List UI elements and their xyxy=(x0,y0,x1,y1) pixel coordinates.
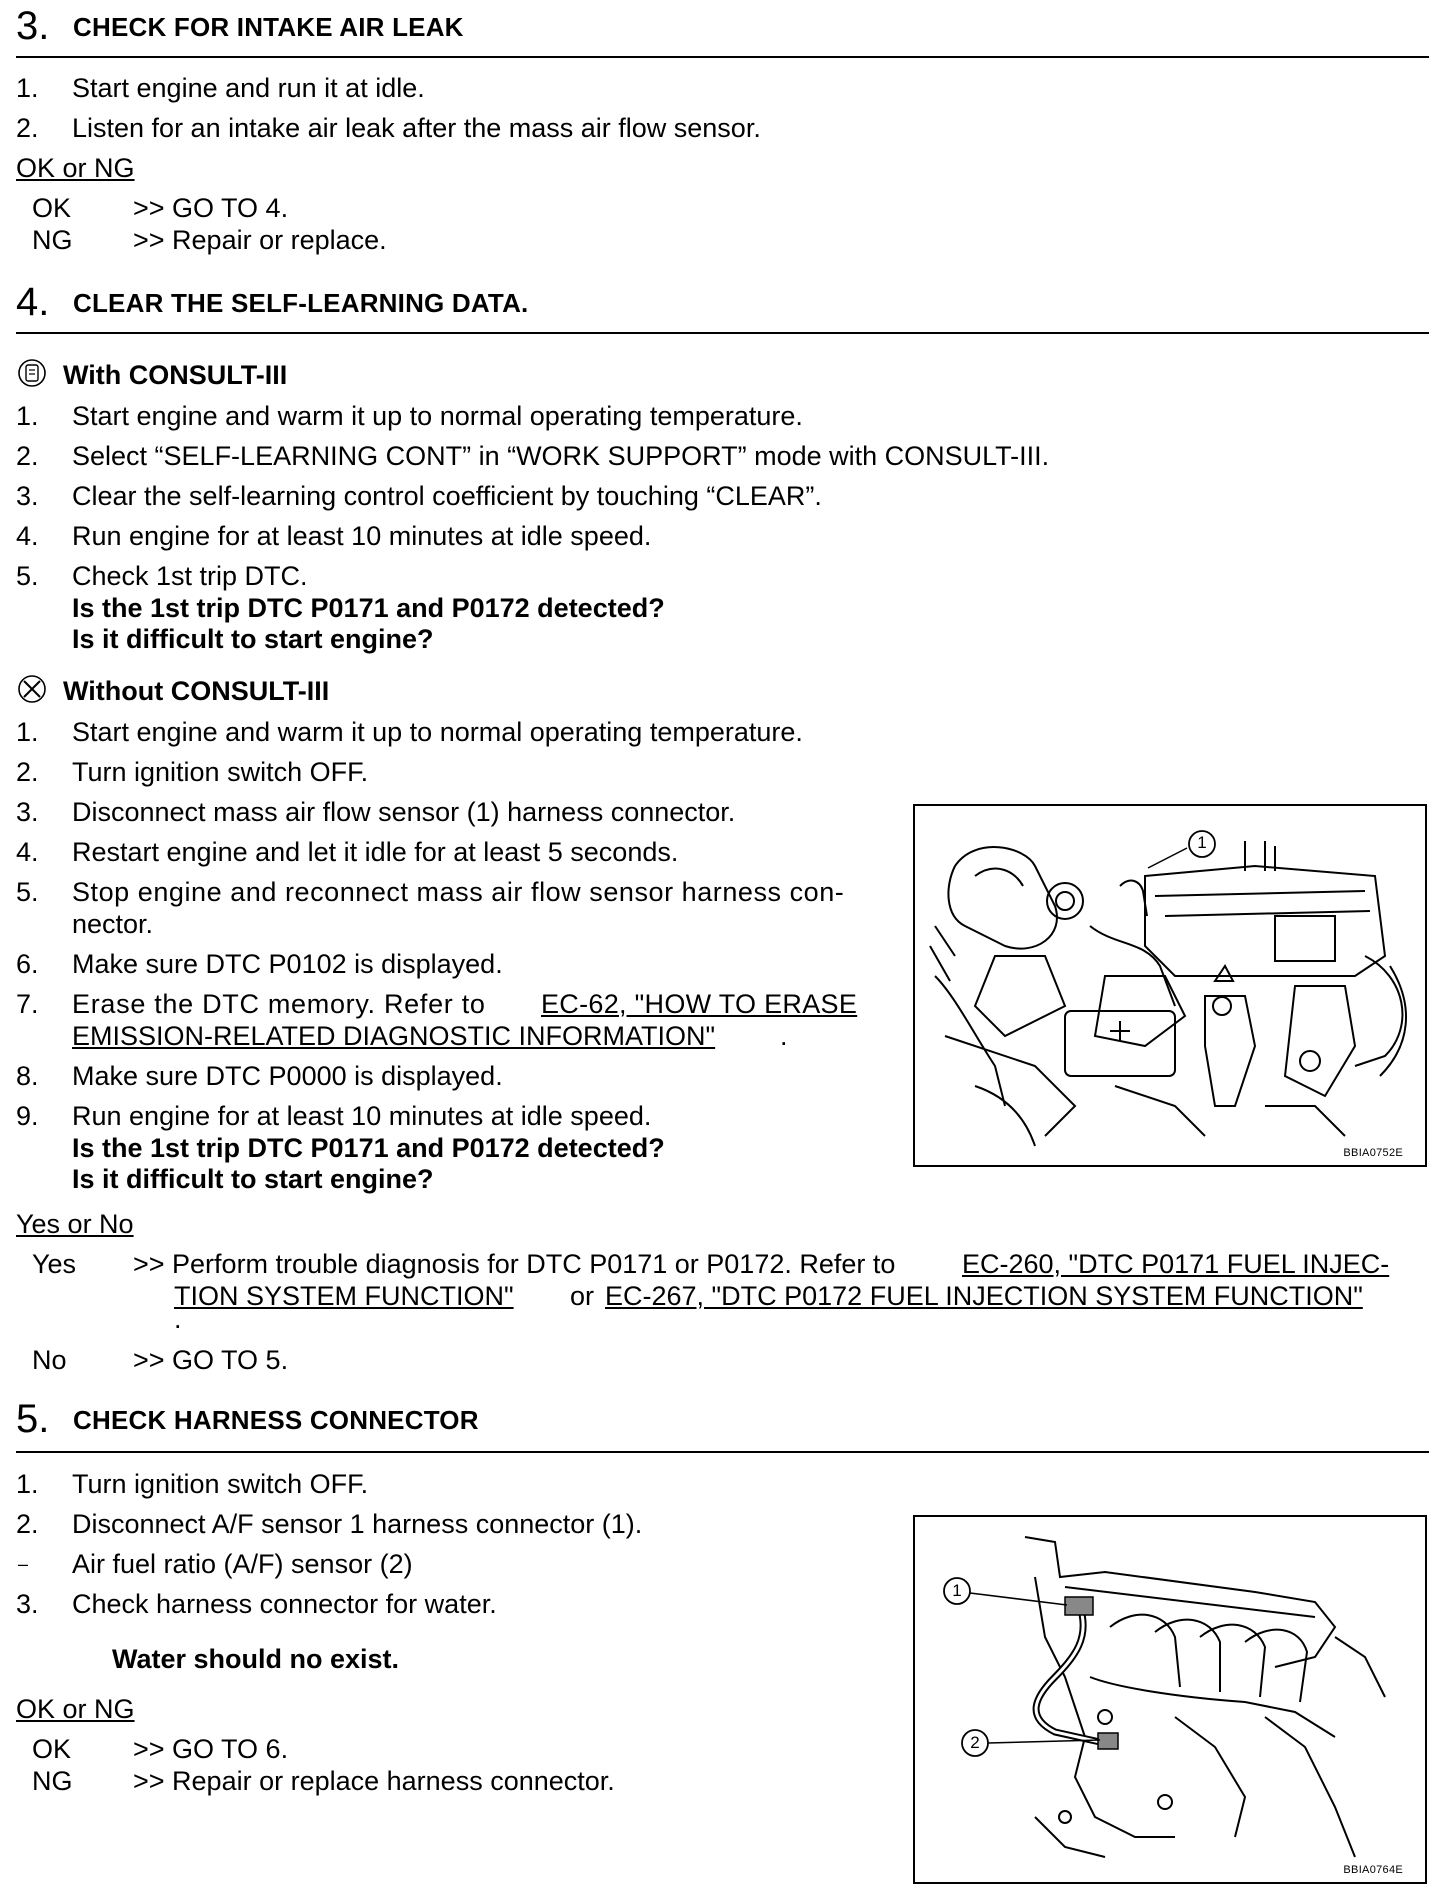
harness-connector-callout: 1 xyxy=(952,1581,962,1600)
s4-yes-or: or xyxy=(570,1281,595,1311)
mass-air-flow-sensor-callout: 1 xyxy=(1197,833,1207,852)
section-3-title: CHECK FOR INTAKE AIR LEAK xyxy=(73,12,464,42)
section-4-title: CLEAR THE SELF-LEARNING DATA. xyxy=(73,288,529,318)
section-5-rule xyxy=(16,1451,1429,1453)
ec-62-link-line-2[interactable]: EMISSION-RELATED DIAGNOSTIC INFORMATION" xyxy=(72,1021,716,1051)
s4-with-step-5-number: 5. xyxy=(16,561,39,591)
s4-without-step-1-text: Start engine and warm it up to normal operating temperature. xyxy=(72,717,803,747)
s5-step-2-text: Disconnect A/F sensor 1 harness connector (1). xyxy=(72,1509,643,1539)
section-4-rule xyxy=(16,332,1429,334)
ec-260-link-line-1[interactable]: EC-260, "DTC P0171 FUEL INJEC- xyxy=(962,1249,1390,1279)
s5-step-1-text: Turn ignition switch OFF. xyxy=(72,1469,369,1499)
s3-ng-action: >> Repair or replace. xyxy=(133,225,387,255)
s5-result-heading: OK or NG xyxy=(16,1694,135,1724)
s4-without-step-1-number: 1. xyxy=(16,717,39,747)
s3-step-1-text: Start engine and run it at idle. xyxy=(72,73,425,103)
s4-yes-end: . xyxy=(174,1304,182,1334)
s4-yes-label: Yes xyxy=(32,1249,77,1279)
s3-result-heading: OK or NG xyxy=(16,153,135,183)
s3-step-2-text: Listen for an intake air leak after the mass air flow sensor. xyxy=(72,113,761,143)
s4-with-question-2: Is it difficult to start engine? xyxy=(72,624,434,654)
s4-without-step-6-number: 6. xyxy=(16,949,39,979)
s4-with-step-1-text: Start engine and warm it up to normal operating temperature. xyxy=(72,401,803,431)
s5-step-1-number: 1. xyxy=(16,1469,39,1499)
s4-with-step-3-text: Clear the self-learning control coefficient by touching “CLEAR”. xyxy=(72,481,822,511)
with-consult-heading: With CONSULT-III xyxy=(63,360,288,390)
s4-with-step-4-text: Run engine for at least 10 minutes at idle speed. xyxy=(72,521,652,551)
s5-step-2-number: 2. xyxy=(16,1509,39,1539)
ec-260-link-line-2[interactable]: TION SYSTEM FUNCTION" xyxy=(174,1281,514,1311)
s5-specification: Water should no exist. xyxy=(112,1644,400,1674)
s3-ok-action: >> GO TO 4. xyxy=(133,193,289,223)
ec-267-link[interactable]: EC-267, "DTC P0172 FUEL INJECTION SYSTEM FUNCTION" xyxy=(605,1281,1363,1311)
s5-ok-action: >> GO TO 6. xyxy=(133,1734,289,1764)
s4-no-action: >> GO TO 5. xyxy=(133,1345,289,1375)
s4-without-question-1: Is the 1st trip DTC P0171 and P0172 detected? xyxy=(72,1133,665,1163)
s4-yes-action: >> Perform trouble diagnosis for DTC P0171 or P0172. Refer to xyxy=(133,1249,896,1279)
s5-sub-text: Air fuel ratio (A/F) sensor (2) xyxy=(72,1549,413,1579)
s4-without-step-5-number: 5. xyxy=(16,877,39,907)
s4-without-step-4-text: Restart engine and let it idle for at least 5 seconds. xyxy=(72,837,679,867)
mass-air-flow-sensor-figure xyxy=(913,804,1427,1167)
s4-with-step-3-number: 3. xyxy=(16,481,39,511)
exhaust-manifold-illustration xyxy=(915,1517,1425,1882)
consult-tester-icon xyxy=(19,360,45,386)
s4-without-step-4-number: 4. xyxy=(16,837,39,867)
s4-with-step-4-number: 4. xyxy=(16,521,39,551)
af-sensor-figure xyxy=(913,1515,1427,1884)
s5-step-3-text: Check harness connector for water. xyxy=(72,1589,497,1619)
s3-step-2-number: 2. xyxy=(16,113,39,143)
figure-code-bbia0752e: BBIA0752E xyxy=(1343,1147,1403,1159)
s4-no-label: No xyxy=(32,1345,67,1375)
no-consult-tester-icon xyxy=(19,676,45,702)
s5-sub-dash: – xyxy=(18,1554,29,1574)
section-4-number: 4. xyxy=(16,280,50,324)
without-consult-heading: Without CONSULT-III xyxy=(63,676,330,706)
s4-without-question-2: Is it difficult to start engine? xyxy=(72,1164,434,1194)
s4-without-step-9-number: 9. xyxy=(16,1101,39,1131)
section-3-number: 3. xyxy=(16,4,50,48)
s4-without-step-3-text: Disconnect mass air flow sensor (1) harness connector. xyxy=(72,797,736,827)
s4-without-step-5-text: Stop engine and reconnect mass air flow sensor harness con- xyxy=(72,877,845,907)
s5-ng-label: NG xyxy=(32,1766,73,1796)
s3-ng-label: NG xyxy=(32,225,73,255)
ec-62-link-line-1[interactable]: EC-62, "HOW TO ERASE xyxy=(541,989,858,1019)
s4-without-step-2-text: Turn ignition switch OFF. xyxy=(72,757,369,787)
s4-without-step-5-continuation: nector. xyxy=(72,909,154,939)
s4-without-step-7-text: Erase the DTC memory. Refer to xyxy=(72,989,486,1019)
af-sensor-callout: 2 xyxy=(970,1733,980,1752)
s4-without-step-8-number: 8. xyxy=(16,1061,39,1091)
s4-without-step-3-number: 3. xyxy=(16,797,39,827)
s4-without-step-8-text: Make sure DTC P0000 is displayed. xyxy=(72,1061,503,1091)
s4-with-step-2-text: Select “SELF-LEARNING CONT” in “WORK SUPPORT” mode with CONSULT-III. xyxy=(72,441,1050,471)
s4-without-step-9-text: Run engine for at least 10 minutes at idle speed. xyxy=(72,1101,652,1131)
s3-ok-label: OK xyxy=(32,193,72,223)
s4-step-7-end: . xyxy=(780,1021,788,1051)
section-3-rule xyxy=(16,56,1429,58)
s4-without-step-7-number: 7. xyxy=(16,989,39,1019)
section-5-number: 5. xyxy=(16,1397,50,1441)
s4-without-step-2-number: 2. xyxy=(16,757,39,787)
figure-code-bbia0764e: BBIA0764E xyxy=(1343,1864,1403,1876)
s4-result-heading: Yes or No xyxy=(16,1209,134,1239)
s5-step-3-number: 3. xyxy=(16,1589,39,1619)
engine-bay-illustration xyxy=(915,806,1425,1165)
section-5-title: CHECK HARNESS CONNECTOR xyxy=(73,1405,479,1435)
s4-with-step-2-number: 2. xyxy=(16,441,39,471)
s4-with-step-5-text: Check 1st trip DTC. xyxy=(72,561,308,591)
s4-without-step-6-text: Make sure DTC P0102 is displayed. xyxy=(72,949,503,979)
s4-with-step-1-number: 1. xyxy=(16,401,39,431)
s3-step-1-number: 1. xyxy=(16,73,39,103)
s4-with-question-1: Is the 1st trip DTC P0171 and P0172 detected? xyxy=(72,593,665,623)
s5-ok-label: OK xyxy=(32,1734,72,1764)
s5-ng-action: >> Repair or replace harness connector. xyxy=(133,1766,615,1796)
